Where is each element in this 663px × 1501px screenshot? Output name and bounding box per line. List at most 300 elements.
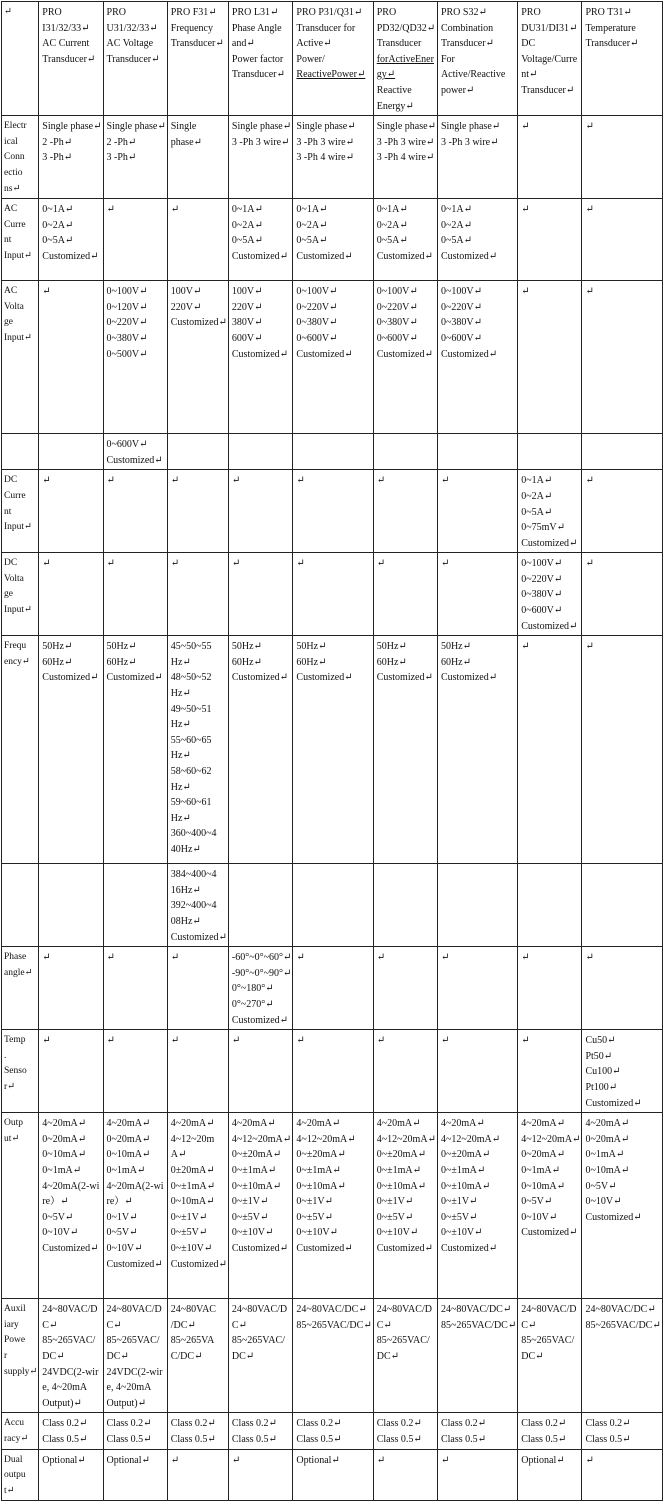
cell-line: Customized↵: [231, 1014, 289, 1026]
cell-line: 40Hz↵: [170, 843, 201, 855]
cell-line: 0~1mA↵: [42, 1164, 82, 1176]
cell-line: r↵: [4, 1081, 16, 1092]
cell-line: 384~400~4: [170, 869, 217, 881]
cell-line: 24~80VAC/DC↵: [440, 1304, 512, 1316]
table-cell: [437, 947, 517, 1030]
cell-line: 50Hz↵: [440, 641, 471, 653]
cell-line: 85~265VAC/: [106, 1335, 160, 1347]
cell-line: 58~60~62: [170, 766, 212, 777]
cell-line: 45~50~55: [170, 641, 212, 653]
cell-line: 0~1A↵: [376, 204, 408, 216]
cell-line: 0~380V↵: [106, 332, 148, 344]
cell-line: 0°~270°↵: [231, 999, 274, 1010]
cell-line: ↵: [440, 475, 450, 487]
cell-line: ↵: [231, 558, 241, 570]
cell-line: 0~1A↵: [231, 204, 263, 216]
cell-line: Single phase↵: [106, 121, 166, 133]
cell-line: DC↵: [521, 1350, 544, 1362]
table-cell: [228, 116, 293, 199]
cell-line: C↵: [521, 1319, 537, 1331]
product-header: [167, 2, 228, 116]
table-cell: [373, 1030, 437, 1113]
table-cell: [167, 199, 228, 281]
cell-line: Transducer: [376, 38, 422, 50]
cell-line: Power factor: [231, 53, 284, 65]
cell-line: ↵: [170, 952, 180, 964]
cell-line: DU31/DI31↵: [521, 22, 578, 34]
cell-line: 0~10V↵: [42, 1227, 79, 1239]
cell-line: ↵: [440, 1454, 450, 1466]
cell-line: A↵: [170, 1149, 187, 1161]
cell-line: Class 0.2↵: [521, 1418, 567, 1430]
cell-line: 0~±20mA↵: [440, 1149, 491, 1161]
cell-line: Customized↵: [440, 1242, 498, 1254]
cell-line: 0±20mA↵: [170, 1164, 215, 1176]
cell-line: Class 0.2↵: [376, 1418, 422, 1430]
cell-line: Customized↵: [521, 537, 578, 549]
cell-line: 0~380V↵: [296, 317, 338, 329]
table-cell: [437, 864, 517, 947]
cell-line: 3 -Ph 4 wire↵: [296, 152, 354, 164]
table-cell: [228, 1413, 293, 1449]
table-cell: [518, 1299, 582, 1413]
table-cell: [228, 553, 293, 636]
cell-line: Customized↵: [296, 250, 353, 262]
cell-line: 24~80VAC/DC↵: [585, 1304, 656, 1316]
cell-line: nt: [4, 235, 12, 246]
table-cell: [167, 553, 228, 636]
table-cell: [103, 1030, 167, 1113]
cell-line: Input↵: [4, 522, 33, 533]
cell-line: 0~220V↵: [376, 301, 418, 313]
cell-line: DC↵: [106, 1350, 129, 1362]
cell-line: re）↵: [42, 1196, 69, 1208]
cell-line: ↵: [521, 204, 530, 216]
cell-line: ↵: [170, 475, 180, 487]
cell-line: Hz↵: [170, 656, 191, 668]
cell-line: Transducer↵: [585, 38, 639, 50]
table-cell: [228, 1030, 293, 1113]
table-cell: [437, 1449, 517, 1501]
table-cell: [39, 470, 103, 553]
cell-line: Customized↵: [296, 1242, 353, 1254]
cell-line: 49~50~51: [170, 703, 212, 715]
cell-line: Frequency: [170, 22, 213, 34]
table-cell: [437, 199, 517, 281]
cell-line: 0~20mA↵: [42, 1133, 87, 1145]
cell-line: 50Hz↵: [231, 641, 262, 653]
cell-line: PRO: [106, 7, 126, 18]
table-cell: [373, 864, 437, 947]
cell-line: 0~±1mA↵: [170, 1180, 216, 1192]
table-cell: [582, 1413, 662, 1449]
cell-line: 0~10mA↵: [170, 1196, 215, 1208]
cell-line: ↵: [440, 1035, 450, 1047]
cell-line: Class 0.5↵: [231, 1433, 277, 1445]
cell-line: 4~20mA↵: [170, 1118, 215, 1130]
row-label: [2, 864, 39, 947]
table-cell: [103, 470, 167, 553]
cell-line: C↵: [42, 1319, 58, 1331]
cell-line: Optional↵: [296, 1454, 340, 1466]
cell-line: t↵: [4, 1485, 15, 1496]
table-row: [2, 1113, 663, 1299]
cell-line: Optional↵: [521, 1454, 565, 1466]
cell-line: -90°~0°~90°↵: [231, 967, 292, 979]
cell-line: C↵: [376, 1319, 392, 1331]
cell-line: Customized↵: [585, 1211, 642, 1223]
cell-line: 4~12~20mA↵: [231, 1133, 292, 1145]
cell-line: phase↵: [170, 136, 202, 148]
table-cell: [582, 1030, 662, 1113]
cell-line: ↵: [521, 952, 530, 964]
table-cell: [373, 553, 437, 636]
cell-line: 0~±10mA↵: [296, 1180, 346, 1192]
table-cell: [373, 434, 437, 470]
cell-line: PRO: [521, 7, 541, 18]
table-cell: [437, 434, 517, 470]
cell-line: 0~±1V↵: [376, 1196, 414, 1208]
cell-line: 0~±1V↵: [170, 1211, 208, 1223]
product-header: [39, 2, 103, 116]
cell-line: ↵: [296, 558, 305, 570]
cell-line: 0~100V↵: [106, 286, 148, 298]
table-cell: [518, 1413, 582, 1449]
cell-line: angle↵: [4, 967, 33, 978]
cell-line: ↵: [296, 1035, 305, 1047]
table-cell: [103, 1113, 167, 1299]
cell-line: PRO F31↵: [170, 7, 217, 18]
row-label: [2, 434, 39, 470]
table-cell: [167, 1299, 228, 1413]
table-cell: [103, 553, 167, 636]
cell-line: 0~±20mA↵: [296, 1149, 346, 1161]
cell-line: ↵: [376, 1035, 386, 1047]
table-cell: [103, 199, 167, 281]
cell-line: PRO L31↵: [231, 7, 279, 18]
cell-line: 0~1mA↵: [521, 1164, 561, 1176]
table-cell: [373, 1413, 437, 1449]
row-label: [2, 1030, 39, 1113]
cell-line: Customized↵: [106, 1258, 163, 1270]
table-cell: [437, 1413, 517, 1449]
cell-line: Active↵: [296, 38, 332, 50]
cell-line: Combination: [440, 22, 494, 34]
cell-line: 4~12~20mA↵: [296, 1133, 356, 1145]
cell-line: 50Hz↵: [42, 641, 73, 653]
cell-line: 0~±10V↵: [296, 1227, 338, 1239]
cell-line: ns↵: [4, 183, 21, 194]
table-cell: [39, 553, 103, 636]
cell-line: 0~220V↵: [296, 301, 338, 313]
cell-line: 0~5A↵: [440, 235, 472, 247]
cell-line: I31/32/33↵: [42, 22, 90, 34]
table-cell: [228, 864, 293, 947]
table-cell: [518, 1030, 582, 1113]
table-cell: [228, 1113, 293, 1299]
table-row: [2, 1030, 663, 1113]
cell-line: Active/Reactive: [440, 69, 506, 81]
table-cell: [293, 1449, 373, 1501]
cell-line: 4~20mA↵: [42, 1118, 87, 1130]
cell-line: /DC↵: [170, 1319, 196, 1331]
cell-line: 0~600V↵: [296, 332, 338, 344]
cell-line: Dual: [4, 1454, 23, 1465]
cell-line: ↵: [585, 558, 594, 570]
cell-line: Class 0.2↵: [585, 1418, 631, 1430]
cell-line: 0~10mA↵: [42, 1149, 87, 1161]
cell-line: ↵: [106, 204, 115, 216]
cell-line: 0~20mA↵: [106, 1133, 151, 1145]
cell-line: Transducer↵: [521, 84, 575, 96]
cell-line: C↵: [106, 1319, 122, 1331]
cell-line: 0~±20mA↵: [376, 1149, 426, 1161]
product-header: [373, 2, 437, 116]
cell-line: 100V↵: [170, 286, 202, 298]
cell-line: Reactive: [376, 84, 412, 96]
cell-line: 0°~180°↵: [231, 983, 274, 995]
table-cell: [582, 947, 662, 1030]
cell-line: 85~265VA: [170, 1335, 215, 1347]
table-cell: [39, 1030, 103, 1113]
table-cell: [437, 281, 517, 434]
cell-line: Class 0.2↵: [42, 1418, 88, 1430]
cell-line: Energy↵: [376, 100, 414, 112]
cell-line: 0~100V↵: [440, 286, 482, 298]
cell-line: ↵: [170, 558, 180, 570]
cell-line: 100V↵: [231, 286, 263, 298]
cell-line: Customized↵: [231, 250, 289, 262]
product-header: [518, 2, 582, 116]
cell-line: racy↵: [4, 1433, 29, 1444]
cell-line: 0~±10V↵: [440, 1227, 483, 1239]
cell-line: 0~100V↵: [376, 286, 418, 298]
table-cell: [167, 116, 228, 199]
cell-line: 60Hz↵: [42, 656, 73, 668]
product-header: [437, 2, 517, 116]
cell-line: re）↵: [106, 1196, 133, 1208]
cell-line: 0~5V↵: [521, 1196, 553, 1208]
cell-line: Phase: [4, 952, 27, 963]
table-cell: [39, 434, 103, 470]
cell-line: 59~60~61: [170, 797, 212, 809]
cell-line: Temp: [4, 1035, 26, 1046]
cell-line: 60Hz↵: [106, 656, 137, 668]
cell-line: Customized↵: [376, 672, 433, 684]
table-cell: [518, 470, 582, 553]
cell-line: Volta: [4, 573, 24, 584]
cell-line: 0~±5V↵: [440, 1211, 478, 1223]
cell-line: AC Voltage: [106, 38, 154, 50]
cell-line: 0~±10mA↵: [440, 1180, 491, 1192]
table-cell: [293, 1299, 373, 1413]
cell-line: outpu: [4, 1470, 26, 1481]
cell-line: ↵: [42, 286, 51, 298]
cell-line: ↵: [170, 1454, 180, 1466]
table-cell: [518, 434, 582, 470]
table-cell: [582, 864, 662, 947]
cell-line: 0~±5V↵: [231, 1211, 269, 1223]
cell-line: 85~265VAC/: [521, 1335, 575, 1347]
row-label: [2, 636, 39, 864]
cell-line: 0~±10mA↵: [231, 1180, 282, 1192]
cell-line: Input↵: [4, 332, 33, 343]
table-row: [2, 553, 663, 636]
cell-line: 0~2A↵: [296, 219, 328, 231]
table-row: [2, 470, 663, 553]
cell-line: 24VDC(2-wir: [42, 1366, 99, 1378]
cell-line: 392~400~4: [170, 900, 217, 912]
cell-line: Optional↵: [42, 1454, 86, 1466]
cell-line: DC↵: [376, 1350, 399, 1362]
table-cell: [373, 1113, 437, 1299]
table-cell: [582, 553, 662, 636]
cell-line: 0~100V↵: [521, 558, 563, 570]
cell-line: Phase Angle: [231, 22, 282, 34]
header-row: [2, 2, 663, 116]
table-cell: [293, 281, 373, 434]
table-cell: [103, 434, 167, 470]
table-cell: [39, 947, 103, 1030]
cell-line: 4~12~20mA↵: [521, 1133, 581, 1145]
cell-line: Customized↵: [170, 1258, 227, 1270]
cell-line: ical: [4, 136, 18, 147]
cell-line: 60Hz↵: [296, 656, 327, 668]
cell-line: Customized↵: [296, 672, 353, 684]
cell-line: Transducer for: [296, 22, 356, 34]
cell-line: ency↵: [4, 656, 30, 667]
cell-line: 0~380V↵: [521, 589, 563, 601]
cell-line: Customized↵: [106, 454, 163, 466]
table-row: [2, 1413, 663, 1449]
cell-line: 4~20mA↵: [585, 1118, 630, 1130]
cell-line: Customized↵: [231, 348, 289, 360]
cell-line: 0~5A↵: [376, 235, 408, 247]
cell-line: 4~20mA↵: [231, 1118, 276, 1130]
cell-line: 0~±1V↵: [440, 1196, 478, 1208]
table-row: [2, 116, 663, 199]
cell-line: ↵: [521, 286, 530, 298]
cell-line: 85~265VAC/DC↵: [440, 1319, 517, 1331]
table-cell: [373, 636, 437, 864]
cell-line: Customized↵: [42, 672, 99, 684]
table-cell: [293, 434, 373, 470]
cell-line: 0~±1V↵: [231, 1196, 269, 1208]
cell-line: 0~10V↵: [521, 1211, 558, 1223]
cell-line: 85~265VAC/: [42, 1335, 96, 1347]
cell-line: ↵: [106, 558, 115, 570]
cell-line: 60Hz↵: [376, 656, 407, 668]
cell-line: Class 0.2↵: [296, 1418, 342, 1430]
cell-line: ↵: [42, 1035, 51, 1047]
table-cell: [373, 199, 437, 281]
table-cell: [582, 1113, 662, 1299]
cell-line: 0~1A↵: [521, 475, 553, 487]
cell-line: .: [4, 1050, 7, 1061]
cell-line: 0~5V↵: [585, 1180, 617, 1192]
cell-line: ↵: [440, 558, 450, 570]
cell-line: Conn: [4, 152, 25, 163]
cell-line: 24~80VAC/D: [106, 1304, 162, 1316]
cell-line: 0~100V↵: [296, 286, 338, 298]
cell-line: 0~5A↵: [521, 506, 553, 518]
table-cell: [518, 1449, 582, 1501]
table-cell: [437, 116, 517, 199]
table-cell: [437, 553, 517, 636]
table-row: [2, 1299, 663, 1413]
table-cell: [167, 1413, 228, 1449]
cell-line: Single phase↵: [231, 121, 292, 133]
cell-line: PRO: [42, 7, 62, 18]
table-cell: [293, 116, 373, 199]
cell-line: 0~±10V↵: [376, 1227, 419, 1239]
cell-line: 0~±5V↵: [296, 1211, 333, 1223]
cell-line: For: [440, 53, 455, 65]
cell-line: C/DC↵: [170, 1350, 203, 1362]
cell-line: 0~2A↵: [440, 219, 472, 231]
cell-line: 0~10mA↵: [106, 1149, 151, 1161]
cell-line: Hz↵: [170, 688, 191, 700]
cell-line: 0~20mA↵: [585, 1133, 630, 1145]
cell-line: ↵: [376, 952, 386, 964]
cell-line: 0~380V↵: [376, 317, 418, 329]
table-cell: [582, 636, 662, 864]
cell-line: 4~20mA↵: [521, 1118, 566, 1130]
cell-line: DC: [521, 38, 536, 50]
cell-line: 0~±5V↵: [376, 1211, 414, 1223]
cell-line: ↵: [231, 1454, 241, 1466]
table-cell: [167, 1449, 228, 1501]
cell-line: 0~1A↵: [296, 204, 328, 216]
cell-line: gy↵: [376, 69, 396, 81]
table-cell: [293, 553, 373, 636]
cell-line: 0~±1mA↵: [231, 1164, 277, 1176]
row-label: [2, 199, 39, 281]
cell-line: PRO T31↵: [585, 7, 632, 18]
cell-line: Class 0.5↵: [521, 1433, 567, 1445]
cell-line: Optional↵: [106, 1454, 150, 1466]
table-cell: [103, 1413, 167, 1449]
cell-line: Single: [170, 121, 197, 133]
table-cell: [293, 199, 373, 281]
cell-line: ↵: [170, 204, 180, 216]
cell-line: 3 -Ph 4 wire↵: [376, 152, 435, 164]
table-cell: [39, 1299, 103, 1413]
cell-line: 4~20mA(2-wi: [106, 1180, 164, 1192]
table-row: [2, 434, 663, 470]
cell-line: Single phase↵: [42, 121, 102, 133]
cell-line: 380V↵: [231, 317, 263, 329]
cell-line: 0~1mA↵: [585, 1149, 625, 1161]
table-cell: [373, 281, 437, 434]
table-cell: [167, 947, 228, 1030]
table-cell: [167, 1030, 228, 1113]
cell-line: 0~5V↵: [42, 1211, 74, 1223]
cell-line: Hz↵: [170, 781, 191, 793]
cell-line: 3 -Ph 3 wire↵: [296, 136, 354, 148]
row-label: [2, 1449, 39, 1501]
cell-line: 0~600V↵: [521, 605, 563, 617]
cell-line: Cu100↵: [585, 1066, 621, 1078]
row-label: [2, 281, 39, 434]
cell-line: ↵: [170, 1035, 180, 1047]
table-cell: [582, 1299, 662, 1413]
row-label: [2, 470, 39, 553]
cell-line: 3 -Ph 3 wire↵: [376, 136, 435, 148]
cell-line: Class 0.5↵: [42, 1433, 88, 1445]
cell-line: 0~220V↵: [106, 317, 148, 329]
cell-line: 0~20mA↵: [521, 1149, 566, 1161]
